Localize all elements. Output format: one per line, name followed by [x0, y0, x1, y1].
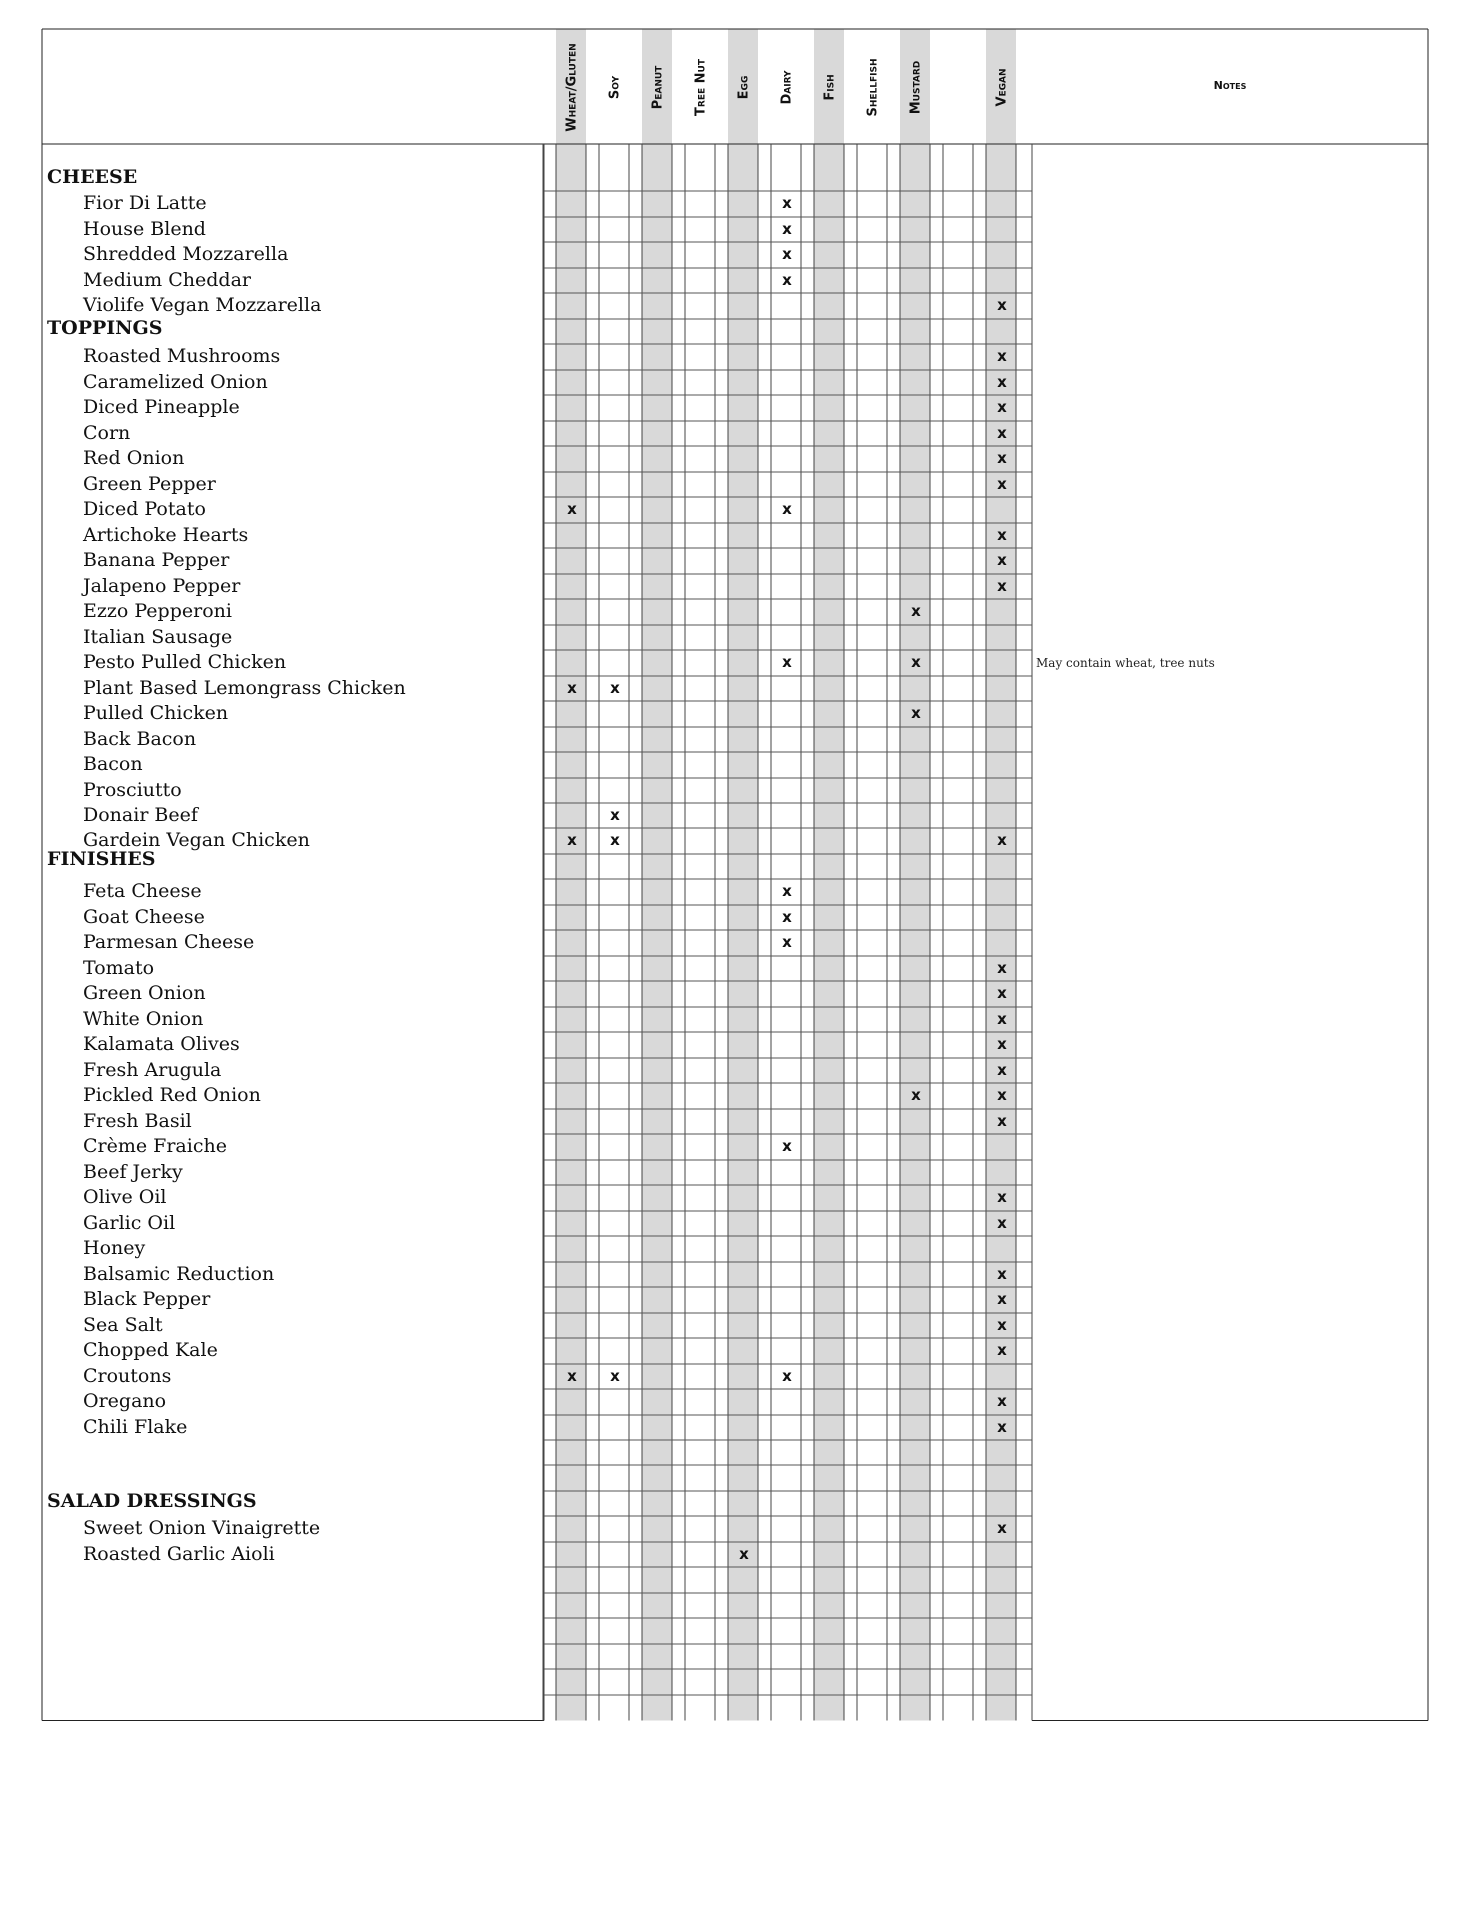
- section-title: CHEESE: [47, 166, 138, 188]
- ingredient-name: Chopped Kale: [83, 1339, 218, 1362]
- allergen-mark: x: [997, 1341, 1007, 1360]
- allergen-mark: x: [782, 219, 792, 238]
- allergen-mark: x: [997, 474, 1007, 493]
- ingredient-name: Corn: [83, 421, 131, 444]
- section-title: TOPPINGS: [47, 316, 163, 339]
- column-header: Vegan: [994, 68, 1010, 107]
- allergen-mark: x: [739, 1544, 749, 1563]
- allergen-mark: x: [997, 423, 1007, 442]
- column-header: Dairy: [779, 70, 795, 105]
- ingredient-name: Feta Cheese: [83, 880, 202, 903]
- ingredient-name: Violife Vegan Mozzarella: [83, 294, 322, 317]
- ingredient-name: Sea Salt: [83, 1313, 163, 1336]
- shaded-column: [728, 29, 758, 1720]
- allergen-mark: x: [997, 576, 1007, 595]
- ingredient-name: Roasted Garlic Aioli: [83, 1542, 275, 1565]
- shaded-column: [642, 29, 672, 1720]
- ingredient-name: Pickled Red Onion: [83, 1084, 261, 1107]
- allergen-mark: x: [997, 984, 1007, 1003]
- ingredient-name: Olive Oil: [83, 1186, 167, 1209]
- allergen-mark: x: [997, 525, 1007, 544]
- allergen-mark: x: [610, 1366, 620, 1385]
- allergen-mark: x: [997, 1009, 1007, 1028]
- ingredient-name: Shredded Mozzarella: [83, 243, 289, 266]
- allergen-mark: x: [997, 1086, 1007, 1105]
- ingredient-name: Sweet Onion Vinaigrette: [83, 1517, 321, 1540]
- allergen-mark: x: [782, 1137, 792, 1156]
- shaded-column: [986, 29, 1016, 1720]
- ingredient-name: Medium Cheddar: [83, 268, 251, 291]
- allergen-mark: x: [782, 882, 792, 901]
- allergen-mark: x: [997, 1060, 1007, 1079]
- shaded-column: [556, 29, 586, 1720]
- ingredient-name: Prosciutto: [83, 778, 182, 801]
- ingredient-name: Ezzo Pepperoni: [83, 600, 232, 623]
- allergen-mark: x: [997, 1111, 1007, 1130]
- column-header: Fish: [822, 74, 838, 101]
- allergen-mark: x: [911, 653, 921, 672]
- ingredient-name: Balsamic Reduction: [83, 1262, 275, 1285]
- column-header: Shellfish: [865, 58, 881, 117]
- allergen-mark: x: [567, 500, 577, 519]
- allergen-mark: x: [610, 831, 620, 850]
- allergen-mark: x: [997, 831, 1007, 850]
- allergen-mark: x: [997, 296, 1007, 315]
- allergen-mark: x: [782, 245, 792, 264]
- ingredient-name: Kalamata Olives: [83, 1033, 240, 1056]
- ingredient-note: May contain wheat, tree nuts: [1036, 656, 1215, 671]
- ingredient-name: House Blend: [83, 217, 206, 240]
- allergen-mark: x: [782, 1366, 792, 1385]
- shaded-column: [900, 29, 930, 1720]
- ingredient-name: Diced Pineapple: [83, 396, 240, 419]
- column-header: Peanut: [650, 65, 666, 110]
- allergen-mark: x: [782, 653, 792, 672]
- ingredient-name: Parmesan Cheese: [83, 931, 255, 954]
- ingredient-name: Fresh Basil: [83, 1109, 192, 1132]
- ingredient-name: White Onion: [83, 1007, 204, 1030]
- ingredient-name: Green Pepper: [83, 472, 216, 495]
- allergen-mark: x: [567, 831, 577, 850]
- ingredient-name: Goat Cheese: [83, 905, 205, 928]
- ingredient-name: Crème Fraiche: [83, 1135, 227, 1158]
- ingredient-name: Tomato: [83, 956, 155, 979]
- allergen-mark: x: [997, 1264, 1007, 1283]
- shaded-column: [814, 29, 844, 1720]
- notes-header: Notes: [1213, 79, 1247, 92]
- ingredient-name: Roasted Mushrooms: [83, 345, 281, 368]
- ingredient-name: Oregano: [83, 1390, 167, 1413]
- ingredient-name: Chili Flake: [83, 1415, 188, 1438]
- ingredient-name: Donair Beef: [83, 804, 198, 826]
- allergen-mark: x: [782, 500, 792, 519]
- ingredient-name: Gardein Vegan Chicken: [83, 829, 310, 852]
- ingredient-name: Caramelized Onion: [83, 370, 268, 393]
- allergen-mark: x: [782, 194, 792, 213]
- ingredient-name: Beef Jerky: [83, 1160, 183, 1183]
- ingredient-name: Fresh Arugula: [83, 1058, 222, 1081]
- allergen-mark: x: [997, 1417, 1007, 1436]
- ingredient-name: Banana Pepper: [83, 549, 230, 572]
- column-header: Soy: [607, 75, 623, 100]
- ingredient-name: Pesto Pulled Chicken: [83, 651, 287, 674]
- ingredient-name: Jalapeno Pepper: [83, 574, 241, 597]
- column-header: Egg: [736, 75, 752, 100]
- allergen-mark: x: [997, 449, 1007, 468]
- ingredient-name: Croutons: [83, 1364, 172, 1387]
- column-header: Mustard: [908, 60, 924, 115]
- ingredient-name: Plant Based Lemongrass Chicken: [83, 676, 406, 699]
- column-header: Wheat/Gluten: [564, 43, 580, 132]
- allergen-mark: x: [997, 347, 1007, 366]
- allergen-mark: x: [997, 1392, 1007, 1411]
- allergen-mark: x: [997, 958, 1007, 977]
- allergen-mark: x: [911, 1086, 921, 1105]
- ingredient-name: Pulled Chicken: [83, 702, 229, 725]
- allergen-mark: x: [911, 602, 921, 621]
- ingredient-name: Italian Sausage: [83, 625, 233, 648]
- allergen-mark: x: [782, 933, 792, 952]
- allergen-mark: x: [997, 551, 1007, 570]
- allergen-mark: x: [567, 678, 577, 697]
- allergen-mark: x: [782, 270, 792, 289]
- column-header: Tree Nut: [693, 59, 709, 116]
- section-title: FINISHES: [47, 847, 156, 870]
- ingredient-name: Back Bacon: [83, 727, 197, 750]
- section-title: SALAD DRESSINGS: [47, 1489, 257, 1512]
- ingredient-name: Fior Di Latte: [83, 192, 207, 215]
- allergen-mark: x: [610, 678, 620, 697]
- allergen-mark: x: [997, 398, 1007, 417]
- ingredient-name: Bacon: [83, 753, 143, 776]
- allergen-mark: x: [997, 1519, 1007, 1538]
- allergen-mark: x: [997, 372, 1007, 391]
- allergen-mark: x: [911, 704, 921, 723]
- allergen-mark: x: [567, 1366, 577, 1385]
- ingredient-name: Honey: [83, 1237, 146, 1260]
- allergen-mark: x: [997, 1290, 1007, 1309]
- ingredient-name: Red Onion: [83, 447, 185, 470]
- ingredient-name: Diced Potato: [83, 498, 206, 521]
- allergen-mark: x: [610, 806, 620, 824]
- ingredient-name: Black Pepper: [83, 1288, 211, 1311]
- allergen-mark: x: [997, 1188, 1007, 1207]
- allergen-mark: x: [997, 1315, 1007, 1334]
- ingredient-name: Artichoke Hearts: [83, 523, 249, 546]
- allergen-mark: x: [782, 907, 792, 926]
- ingredient-name: Garlic Oil: [83, 1211, 176, 1234]
- allergen-mark: x: [997, 1213, 1007, 1232]
- ingredient-name: Green Onion: [83, 982, 206, 1005]
- allergen-mark: x: [997, 1035, 1007, 1054]
